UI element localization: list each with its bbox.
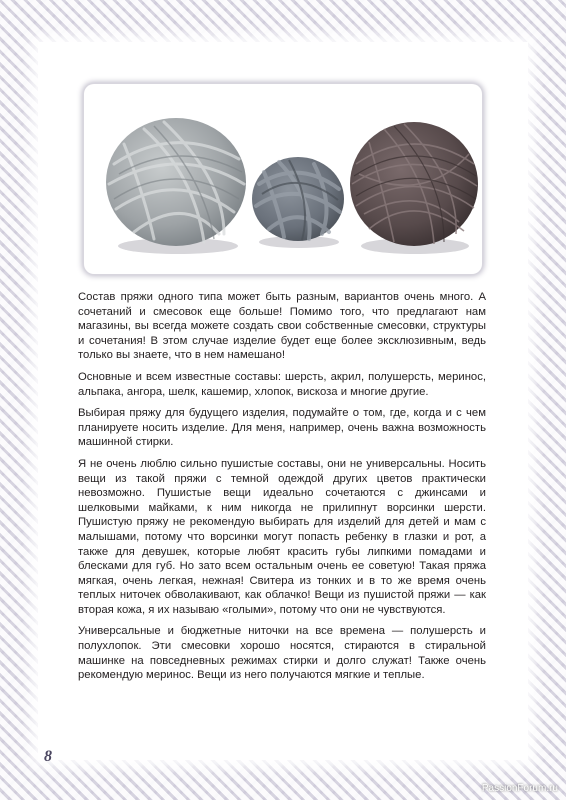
article-text	[78, 290, 486, 690]
paragraph-1: Состав пряжи одного типа может быть разным, вариантов очень много. А сочетаний и смесовок еще больше! Помимо того, что предлагают нам магазины, вы всегда можете создать свои собственные смесовки, структуры и сочетания! В этом случае изделие будет еще более эксклюзивным, ведь только вы знаете, что в нем намешано!	[78, 291, 486, 362]
yarn-ball-light-gray	[106, 118, 246, 246]
yarn-ball-dark-gray	[252, 157, 344, 241]
yarn-photo	[84, 84, 482, 274]
page-number: 8	[44, 748, 52, 765]
watermark: PassionForum.ru	[481, 783, 558, 794]
paragraph-3: Выбирая пряжу для будущего изделия, подумайте о том, где, когда и с чем планируете носить изделие. Для меня, например, очень важна возможность машинной стирки.	[78, 407, 486, 449]
paragraph-2: Основные и всем известные составы: шерсть, акрил, полушерсть, меринос, альпака, ангора, шелк, кашемир, хлопок, вискоза и многие другие.	[78, 370, 486, 398]
yarn-balls-illustration	[84, 84, 482, 274]
paragraph-5: Универсальные и бюджетные ниточки на все времена — полушерсть и полухлопок. Эти смесовки хорошо носятся, стираются в стиральной машинке на повседневных режимах стирки и долго служат! Также очень рекомендую меринос. Вещи из него получаются мягкие и теплые.	[78, 625, 486, 682]
yarn-ball-brown	[350, 122, 478, 246]
paragraph-4: Я не очень люблю сильно пушистые составы, они не универсальны. Носить вещи из такой пряжи с темной одеждой других цветов практически невозможно. Пушистые вещи идеально сочетаются с джинсами и шелковыми майками, к ним никогда не прилипнут ворсинки шерсти. Пушистую пряжу не рекомендую выбирать для изделий для детей и мам с малышами, потому что ворсинки могут попасть ребенку в глазки и рот, а также для девушек, которые любят красить губы липкими помадами и блесками для губ. Но зато всем остальным очень ее советую! Такая пряжа мягкая, очень легкая, нежная! Свитера из тонких и в то же время очень теплых ниточек обволакивают, как облачко! Вещи из пушистой пряжи — как вторая кожа, я их называю «голыми», потому что они не чувствуются.	[78, 457, 486, 616]
